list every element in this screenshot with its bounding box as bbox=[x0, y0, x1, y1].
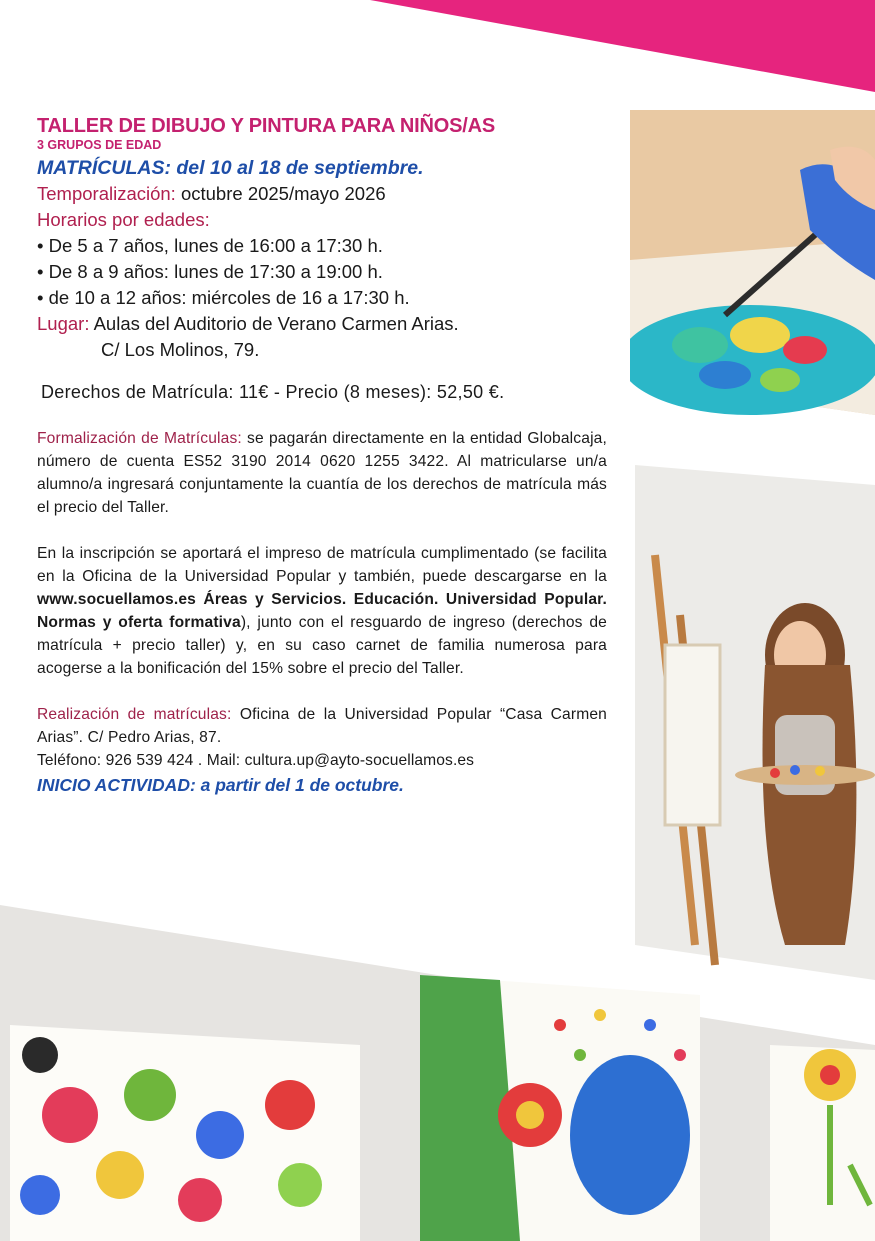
fees-line: Derechos de Matrícula: 11€ - Precio (8 meses): 52,50 €. bbox=[41, 382, 505, 402]
content-column bbox=[37, 114, 607, 798]
photo-child-painting-palette bbox=[630, 110, 875, 415]
inscription-paragraph bbox=[37, 542, 607, 680]
photo-childrens-paintings bbox=[0, 905, 875, 1241]
enrollment-dates: MATRÍCULAS: del 10 al 18 de septiembre. bbox=[37, 157, 424, 179]
contact-line: Teléfono: 926 539 424 . Mail: cultura.up@ayto-socuellamos.es bbox=[37, 752, 475, 769]
realization-text: Oficina de la Universidad Popular “Casa Carmen Arias”. C/ Pedro Arias, 87. bbox=[37, 706, 607, 746]
group-item: • de 10 a 12 años: miércoles de 16 a 17:30 h. bbox=[37, 287, 410, 308]
formalization-paragraph bbox=[37, 427, 607, 519]
top-decorative-band bbox=[0, 0, 875, 100]
page-subtitle: 3 GRUPOS DE EDAD bbox=[37, 138, 162, 152]
period-value: octubre 2025/mayo 2026 bbox=[175, 183, 386, 204]
inscription-text-before: En la inscripción se aportará el impreso de matrícula cumplimentado (se facilita en la Oficina de la Universidad Popular y también, puede descargarse en la bbox=[37, 545, 607, 585]
hours-label: Horarios por edades: bbox=[37, 209, 210, 230]
page-title: TALLER DE DIBUJO Y PINTURA PARA NIÑOS/AS bbox=[37, 115, 495, 137]
inscription-text-after: ), junto con el resguardo de ingreso (derechos de matrícula + precio taller) y, en su caso carnet de familia numerosa para acogerse a la bonificación del 15% sobre el precio del Taller. bbox=[37, 614, 607, 677]
formalization-label: Formalización de Matrículas: bbox=[37, 430, 242, 447]
group-item: • De 8 a 9 años: lunes de 17:30 a 19:00 h. bbox=[37, 261, 383, 282]
photo-girl-painting-easel bbox=[635, 465, 875, 980]
realization-label: Realización de matrículas: bbox=[37, 706, 232, 723]
group-item: • De 5 a 7 años, lunes de 16:00 a 17:30 h. bbox=[37, 235, 383, 256]
start-activity: INICIO ACTIVIDAD: a partir del 1 de octubre. bbox=[37, 775, 404, 795]
realization-paragraph bbox=[37, 703, 607, 749]
period-line bbox=[37, 181, 607, 207]
place-line bbox=[37, 311, 607, 337]
place-address: C/ Los Molinos, 79. bbox=[101, 339, 260, 360]
place-value: Aulas del Auditorio de Verano Carmen Arias. bbox=[89, 313, 459, 334]
period-label: Temporalización: bbox=[37, 183, 176, 204]
formalization-text: se pagarán directamente en la entidad Globalcaja, número de cuenta ES52 3190 2014 0620 1255 3422. Al matricularse un/a alumno/a ingresará conjuntamente la cuantía de los derechos de matrícula más el precio del Taller. bbox=[37, 430, 607, 516]
place-label: Lugar: bbox=[37, 313, 90, 334]
inscription-website: www.socuellamos.es Áreas y Servicios. Educación. Universidad Popular. Normas y oferta formativa bbox=[37, 591, 607, 631]
